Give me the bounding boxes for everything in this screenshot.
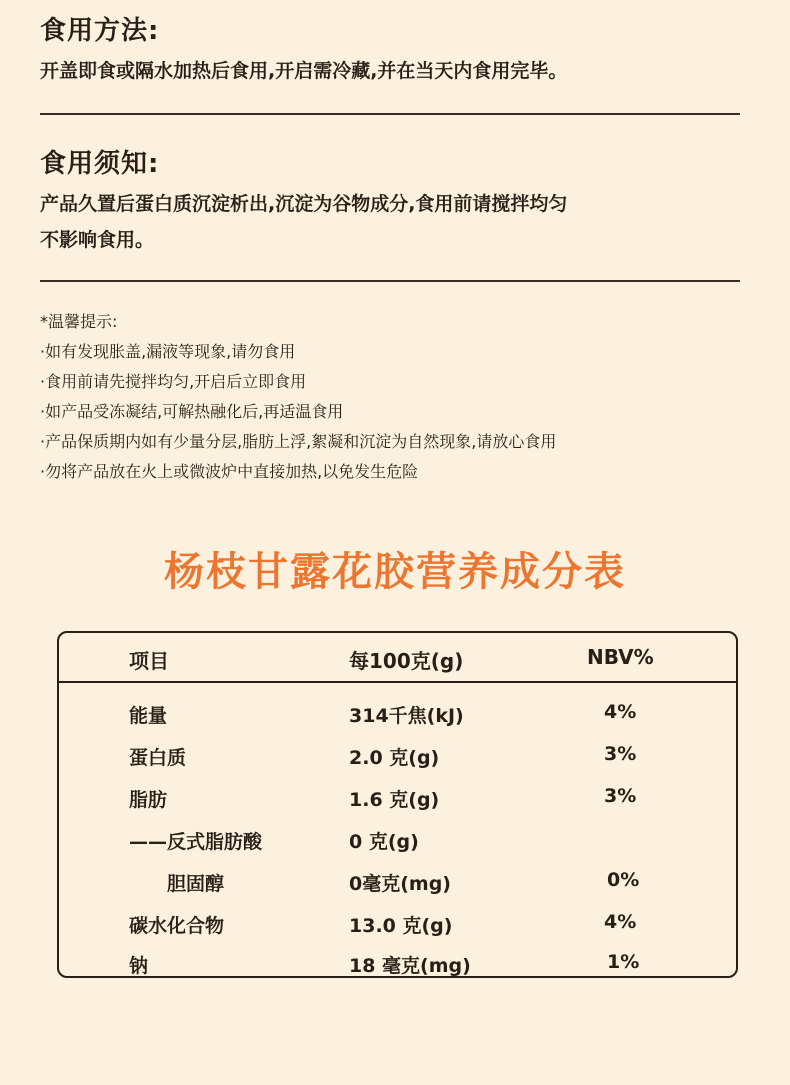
row-value: 314千焦(kJ) bbox=[349, 705, 464, 727]
notice-section bbox=[40, 143, 740, 258]
tips-item: ·食用前请先搅拌均匀,开启后立即食用 bbox=[40, 372, 307, 391]
usage-title: 食用方法: bbox=[40, 16, 160, 46]
row-name: 胆固醇 bbox=[167, 873, 225, 895]
header-divider bbox=[59, 681, 736, 683]
row-name: ——反式脂肪酸 bbox=[129, 831, 263, 853]
notice-line-1: 产品久置后蛋白质沉淀析出,沉淀为谷物成分,食用前请搅拌均匀 bbox=[40, 193, 568, 215]
header-nrv: NBV% bbox=[587, 645, 654, 669]
usage-section bbox=[40, 10, 740, 89]
row-nrv: 1% bbox=[607, 951, 640, 973]
row-value: 2.0 克(g) bbox=[349, 747, 440, 769]
row-name: 脂肪 bbox=[129, 789, 168, 811]
nutrition-table bbox=[57, 631, 738, 978]
row-value: 18 毫克(mg) bbox=[349, 955, 471, 977]
row-nrv: 4% bbox=[604, 911, 637, 933]
notice-title: 食用须知: bbox=[40, 149, 160, 179]
tips-item: ·勿将产品放在火上或微波炉中直接加热,以免发生危险 bbox=[40, 462, 419, 481]
tips-item: ·产品保质期内如有少量分层,脂肪上浮,絮凝和沉淀为自然现象,请放心食用 bbox=[40, 432, 557, 451]
header-item: 项目 bbox=[129, 649, 169, 673]
divider-1 bbox=[40, 113, 740, 115]
row-value: 0毫克(mg) bbox=[349, 873, 451, 895]
divider-2 bbox=[40, 280, 740, 282]
header-per100: 每100克(g) bbox=[349, 649, 464, 673]
row-name: 钠 bbox=[129, 955, 149, 977]
tips-item: ·如产品受冻凝结,可解热融化后,再适温食用 bbox=[40, 402, 344, 421]
row-value: 1.6 克(g) bbox=[349, 789, 440, 811]
row-value: 13.0 克(g) bbox=[349, 915, 453, 937]
tips-item: ·如有发现胀盖,漏液等现象,请勿食用 bbox=[40, 342, 296, 361]
row-name: 能量 bbox=[129, 705, 168, 727]
nutrition-title: 杨枝甘露花胶营养成分表 bbox=[164, 549, 626, 595]
tips-title: *温馨提示: bbox=[40, 312, 118, 331]
row-name: 蛋白质 bbox=[129, 747, 187, 769]
row-name: 碳水化合物 bbox=[129, 915, 225, 937]
tips-section bbox=[40, 307, 760, 487]
row-nrv: 3% bbox=[604, 743, 637, 765]
row-value: 0 克(g) bbox=[349, 831, 419, 853]
row-nrv: 3% bbox=[604, 785, 637, 807]
usage-text: 开盖即食或隔水加热后食用,开启需冷藏,并在当天内食用完毕。 bbox=[40, 60, 568, 82]
row-nrv: 0% bbox=[607, 869, 640, 891]
row-nrv: 4% bbox=[604, 701, 637, 723]
notice-line-2: 不影响食用。 bbox=[40, 229, 155, 251]
